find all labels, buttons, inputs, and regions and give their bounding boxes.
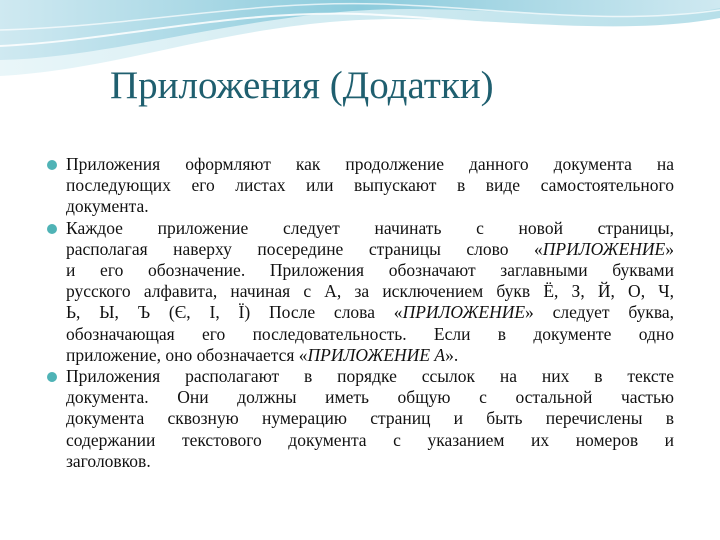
- text-line: обозначающая его последовательность. Если в документе одно: [66, 323, 674, 344]
- bullet-text: [66, 154, 674, 218]
- text-line: документа. Они должны иметь общую с остальной частью: [66, 387, 674, 408]
- text-line: документа.: [66, 196, 149, 217]
- bullet-item-2: [44, 218, 674, 366]
- bullet-dot-icon: [47, 372, 57, 382]
- text-line: последующих его листах или выпускают в виде самостоятельного: [66, 175, 674, 196]
- text-line: и его обозначение. Приложения обозначают заглавными буквами: [66, 260, 674, 281]
- text-line: содержании текстового документа с указанием их номеров и: [66, 429, 674, 450]
- bullet-list: [44, 154, 674, 472]
- bullet-dot-icon: [47, 160, 57, 170]
- bullet-item-1: [44, 154, 674, 218]
- text-line: Каждое приложение следует начинать с новой страницы,: [66, 217, 674, 238]
- text-line: Приложения располагают в порядке ссылок на них в тексте: [66, 366, 674, 387]
- bullet-text: [66, 366, 674, 472]
- bullet-text: [66, 218, 674, 366]
- text-line: русского алфавита, начиная с А, за исключением букв Ё, З, Й, О, Ч,: [66, 281, 674, 302]
- text-line: Приложения оформляют как продолжение данного документа на: [66, 154, 674, 174]
- text-line: Ь, Ы, Ъ (Є, І, Ї) После слова «ПРИЛОЖЕНИЕ» следует буква,: [66, 302, 674, 323]
- text-line: располагая наверху посередине страницы слово «ПРИЛОЖЕНИЕ»: [66, 238, 674, 259]
- text-line: заголовков.: [66, 450, 151, 471]
- text-line: документа сквозную нумерацию страниц и быть перечислены в: [66, 408, 674, 429]
- bullet-item-3: [44, 366, 674, 472]
- bullet-dot-icon: [47, 224, 57, 234]
- slide-title: Приложения (Додатки): [110, 64, 494, 107]
- text-line: приложение, оно обозначается «ПРИЛОЖЕНИЕ А».: [66, 344, 459, 365]
